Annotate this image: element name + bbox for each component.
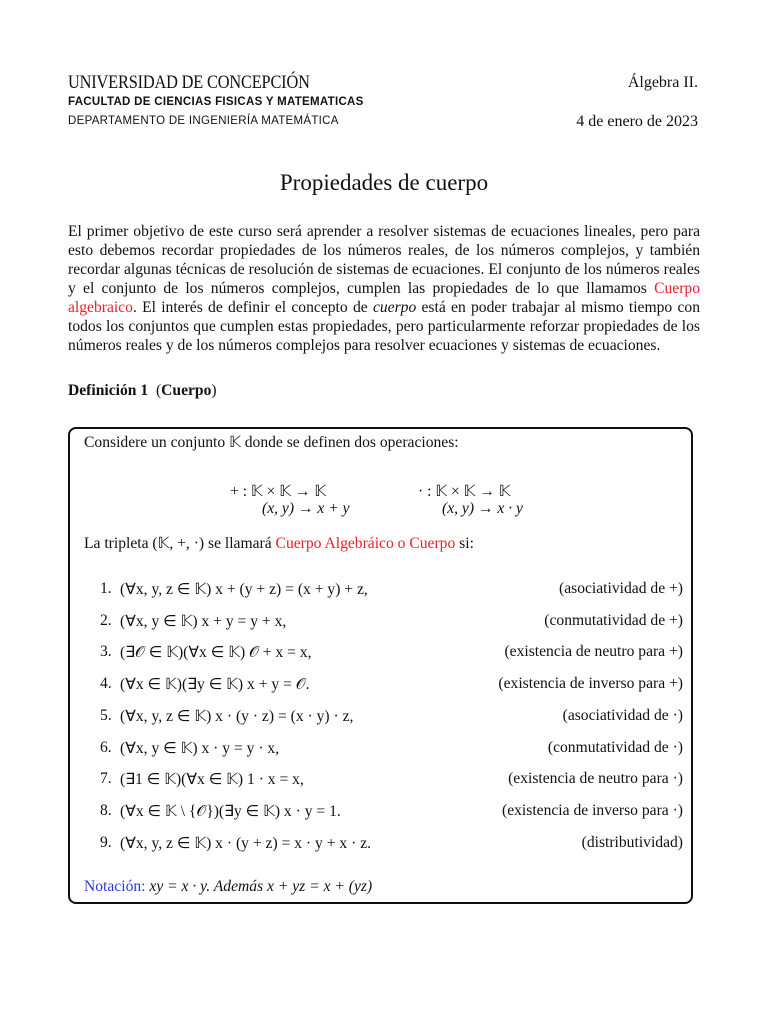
property-number: 3. (100, 643, 112, 661)
department-name: DEPARTAMENTO DE INGENIERÍA MATEMÁTICA (68, 115, 339, 127)
property-number: 8. (100, 801, 112, 819)
definition-name: Cuerpo (161, 382, 212, 399)
intro-text-2: . El interés de definir el concepto de (132, 299, 373, 316)
intro-paragraph (68, 222, 700, 355)
triplet-sentence (84, 534, 474, 553)
intro-text-3: está en poder trabajar al mismo tiempo con todos los conjuntos que cumplen estas propiedades, pero particularmente reforzar propiedades de los números reales y de los números complejos para resolver ecuaciones y sistemas de ecuaciones. (68, 299, 700, 354)
document-date: 4 de enero de 2023 (576, 113, 698, 130)
property-row (100, 770, 683, 790)
property-number: 9. (100, 833, 112, 851)
intro-text-1: El primer objetivo de este curso será aprender a resolver sistemas de ecuaciones lineales, pero para esto debemos recordar propiedades de los números reales, de los números complejos, y también recordar algunas técnicas de resolución de sistemas de ecuaciones. El conjunto de los números reales y el conjunto de los números complejos, cumplen las propiedades de lo que llamamos (68, 223, 700, 297)
op-dot-signature: · : 𝕂 × 𝕂 → 𝕂 (418, 483, 511, 500)
property-formula: (∃1 ∈ 𝕂)(∀x ∈ 𝕂) 1 · x = x, (120, 771, 304, 789)
property-label: (asociatividad de +) (559, 580, 683, 597)
course-name: Álgebra II. (627, 74, 698, 91)
property-number: 2. (100, 611, 112, 629)
property-number: 5. (100, 706, 112, 724)
intro-highlight: Cuerpo algebraico (68, 280, 700, 316)
property-label: (conmutatividad de ·) (547, 738, 683, 756)
property-formula: (∀x, y, z ∈ 𝕂) x · (y · z) = (x · y) · z, (120, 707, 354, 725)
university-name: UNIVERSIDAD DE CONCEPCIÓN (68, 72, 310, 93)
property-row (100, 612, 683, 632)
property-number: 4. (100, 675, 112, 693)
property-number: 1. (100, 580, 112, 597)
property-label: (existencia de neutro para +) (504, 643, 683, 661)
triplet-text-2: si: (455, 535, 474, 552)
property-formula: (∃𝒪 ∈ 𝕂)(∀x ∈ 𝕂) 𝒪 + x = x, (120, 644, 312, 662)
property-formula: (∀x ∈ 𝕂)(∃y ∈ 𝕂) x + y = 𝒪. (120, 676, 310, 694)
property-row (100, 739, 683, 759)
property-label: (distributividad) (581, 833, 683, 851)
property-row (100, 834, 683, 854)
definition-intro: Considere un conjunto 𝕂 donde se definen dos operaciones: (84, 434, 459, 451)
property-formula: (∀x, y ∈ 𝕂) x + y = y + x, (120, 612, 287, 630)
property-row (100, 580, 683, 600)
page-title: Propiedades de cuerpo (279, 170, 489, 195)
property-formula: (∀x ∈ 𝕂 \ {𝒪})(∃y ∈ 𝕂) x · y = 1. (120, 802, 341, 820)
property-row (100, 707, 683, 727)
property-row (100, 802, 683, 822)
property-number: 6. (100, 738, 112, 756)
op-dot-map: (x, y) → x · y (442, 500, 523, 517)
property-label: (existencia de inverso para +) (498, 675, 683, 693)
faculty-name: FACULTAD DE CIENCIAS FISICAS Y MATEMATICAS (68, 96, 364, 108)
property-row (100, 643, 683, 663)
triplet-highlight: Cuerpo Algebráico o Cuerpo (275, 535, 456, 552)
property-label: (existencia de inverso para ·) (502, 801, 683, 819)
notation-label: Notación: (84, 878, 146, 895)
property-formula: (∀x, y, z ∈ 𝕂) x + (y + z) = (x + y) + z, (120, 581, 368, 598)
notation-text: xy = x · y. Además x + yz = x + (yz) (145, 878, 373, 895)
property-number: 7. (100, 770, 112, 788)
triplet-text-1: La tripleta (𝕂, +, ·) se llamará (84, 535, 276, 552)
op-plus-map: (x, y) → x + y (262, 500, 350, 517)
property-formula: (∀x, y, z ∈ 𝕂) x · (y + z) = x · y + x · z. (120, 834, 372, 852)
property-row (100, 675, 683, 695)
property-formula: (∀x, y ∈ 𝕂) x · y = y · x, (120, 739, 280, 757)
definition-label: Definición 1 (68, 382, 149, 399)
property-label: (asociatividad de ·) (562, 706, 683, 724)
definition-heading: Definición 1 (Cuerpo) (68, 382, 217, 399)
definition-box (68, 427, 693, 904)
property-label: (conmutatividad de +) (544, 611, 683, 629)
property-label: (existencia de neutro para ·) (508, 770, 683, 788)
op-plus-signature: + : 𝕂 × 𝕂 → 𝕂 (230, 483, 327, 500)
notation-line (84, 878, 372, 896)
intro-emphasis: cuerpo (372, 299, 417, 316)
